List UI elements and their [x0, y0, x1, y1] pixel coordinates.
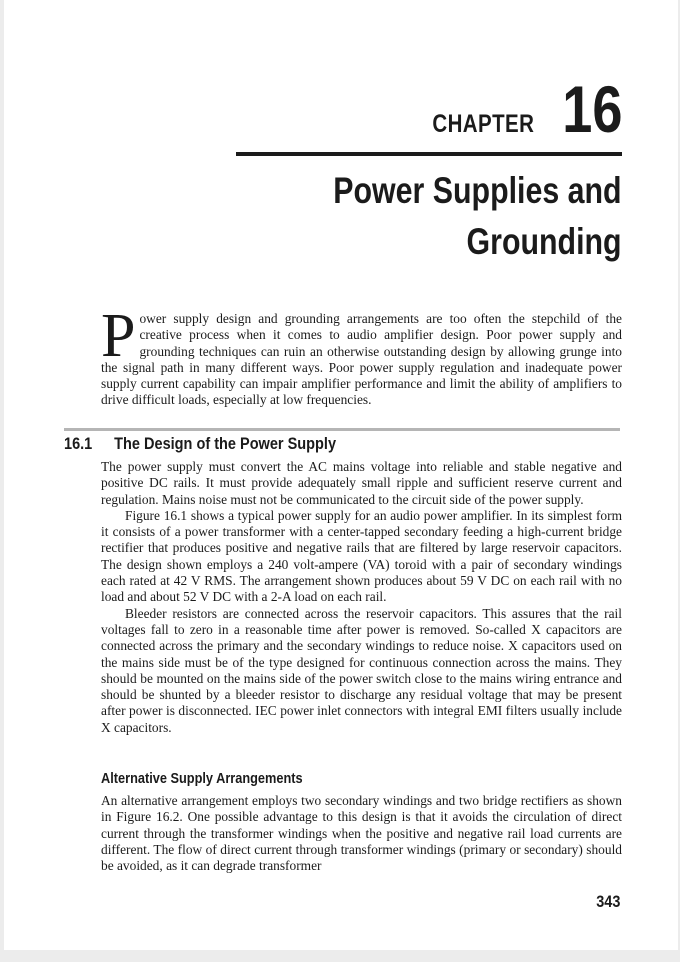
section-paragraph-3: Bleeder resistors are connected across the reservoir capacitors. This assures that the rail voltages fall to zero in a reasonable time after power is removed. So-called X capacitors are connected across the primary and the secondary windings to reduce noise. X capacitors used on the mains side must be of the type designed for continuous connection across the mains. They should be mounted on the mains side of the power switch close to the mains wiring entrance and should be shunted by a bleeder resistor to discharge any residual voltage that may be present after power is disconnected. IEC power inlet connectors with integral EMI filters usually include X capacitors. — [101, 605, 622, 735]
chapter-heading — [410, 72, 622, 146]
chapter-title-line2: Grounding — [466, 221, 622, 262]
chapter-number: 16 — [561, 72, 622, 146]
section-paragraph-1: The power supply must convert the AC mains voltage into reliable and stable negative and positive DC rails. It must provide adequately small ripple and sufficient reserve current and regulation. Mains noise must not be communicated to the circuit side of the power supply. — [101, 459, 622, 507]
section-number: 16.1 — [64, 435, 93, 453]
chapter-title-line1: Power Supplies and — [333, 170, 622, 211]
section-heading — [64, 435, 336, 454]
subsection-body — [101, 793, 622, 874]
section-paragraph-2: Figure 16.1 shows a typical power supply for an audio power amplifier. In its simplest form it consists of a power transformer with a center-tapped secondary feeding a high-current bridge rectifier that produces positive and negative rails that are filtered by large reservoir capacitors. The design shown employs a 240 volt-ampere (VA) toroid with a pair of secondary windings each rated at 42 V RMS. The arrangement shown produces about 59 V DC on each rail with no load and about 52 V DC with a 2-A load on each rail. — [101, 507, 622, 605]
subsection-heading: Alternative Supply Arrangements — [101, 771, 303, 787]
drop-cap: P — [101, 302, 136, 370]
section-body — [101, 459, 622, 736]
book-page — [4, 0, 678, 950]
intro-text: ower supply design and grounding arrangements are too often the stepchild of the creative process when it comes to audio amplifier design. Poor power supply and grounding techniques can ruin an otherwise outstanding design by allowing grunge into the signal path in many different ways. Poor power supply regulation and inadequate power supply current capability can impair amplifier performance and limit the ability of amplifiers to drive difficult loads, especially at low frequencies. — [101, 311, 622, 408]
chapter-rule — [236, 152, 622, 156]
chapter-title — [334, 165, 622, 267]
intro-paragraph — [101, 302, 622, 409]
chapter-label: CHAPTER — [432, 110, 535, 138]
page-number: 343 — [595, 892, 620, 911]
subsection-paragraph: An alternative arrangement employs two secondary windings and two bridge rectifiers as shown in Figure 16.2. One possible advantage to this design is that it avoids the circulation of direct current through the transformer windings when the positive and negative rail load currents are different. The flow of direct current through transformer windings (primary or secondary) should be avoided, as it can degrade transformer — [101, 793, 622, 874]
section-rule — [64, 428, 620, 431]
section-title: The Design of the Power Supply — [114, 435, 337, 453]
